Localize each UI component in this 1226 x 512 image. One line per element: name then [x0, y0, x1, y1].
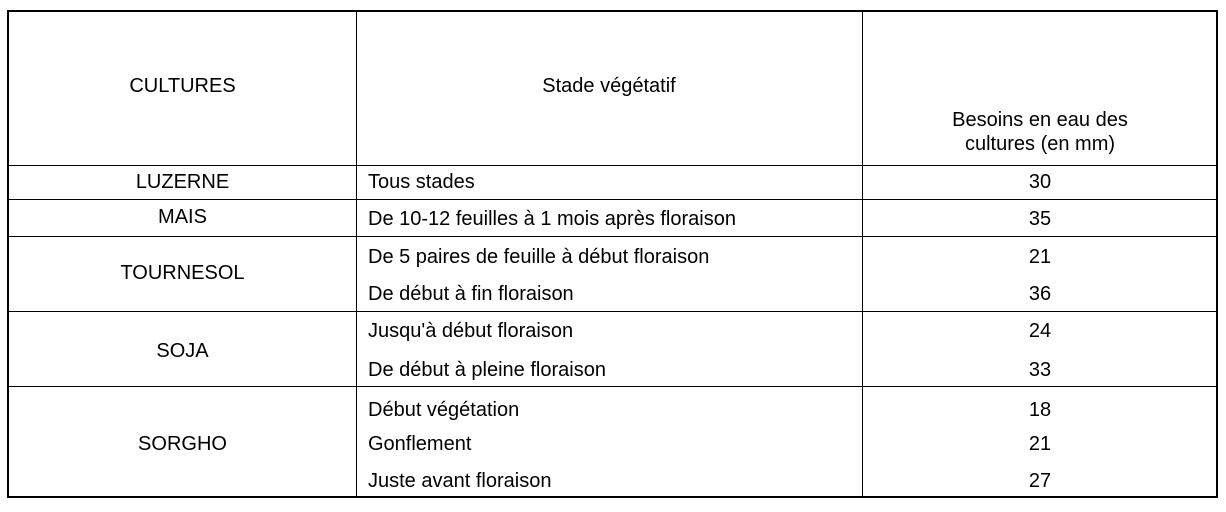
header-stade-vegetatif: Stade végétatif [542, 75, 676, 97]
besoin-cell: 21 [1028, 433, 1052, 455]
besoin-cell: 27 [1028, 470, 1052, 492]
stade-cell: De 10-12 feuilles à 1 mois après floraison [368, 208, 736, 230]
besoin-cell: 35 [1028, 208, 1052, 230]
stade-cell: De 5 paires de feuille à début floraison [368, 246, 710, 268]
besoin-cell: 36 [1028, 283, 1052, 305]
stade-cell: De début à fin floraison [368, 283, 574, 305]
group-divider [9, 236, 1216, 237]
crop-water-table [7, 10, 1218, 498]
stade-cell: Début végétation [368, 399, 520, 421]
stade-cell: De début à pleine floraison [368, 359, 606, 381]
culture-luzerne: LUZERNE [135, 171, 230, 193]
besoin-cell: 18 [1028, 399, 1052, 421]
besoin-cell: 24 [1028, 320, 1052, 342]
besoin-cell: 33 [1028, 359, 1052, 381]
stade-cell: Gonflement [368, 433, 472, 455]
group-divider [9, 311, 1216, 312]
culture-tournesol: TOURNESOL [120, 262, 245, 284]
group-divider [9, 386, 1216, 387]
header-cultures: CULTURES [129, 75, 236, 97]
header-besoins-line1: Besoins en eau des [952, 109, 1128, 131]
stade-cell: Tous stades [368, 171, 475, 193]
group-divider [9, 199, 1216, 200]
header-besoins-line2: cultures (en mm) [964, 133, 1116, 155]
stade-cell: Juste avant floraison [368, 470, 552, 492]
culture-soja: SOJA [156, 340, 209, 362]
culture-sorgho: SORGHO [138, 433, 227, 455]
besoin-cell: 30 [1028, 171, 1052, 193]
culture-mais: MAIS [158, 206, 207, 228]
header-divider [9, 165, 1216, 166]
besoin-cell: 21 [1028, 246, 1052, 268]
stade-cell: Jusqu'à début floraison [368, 320, 574, 342]
